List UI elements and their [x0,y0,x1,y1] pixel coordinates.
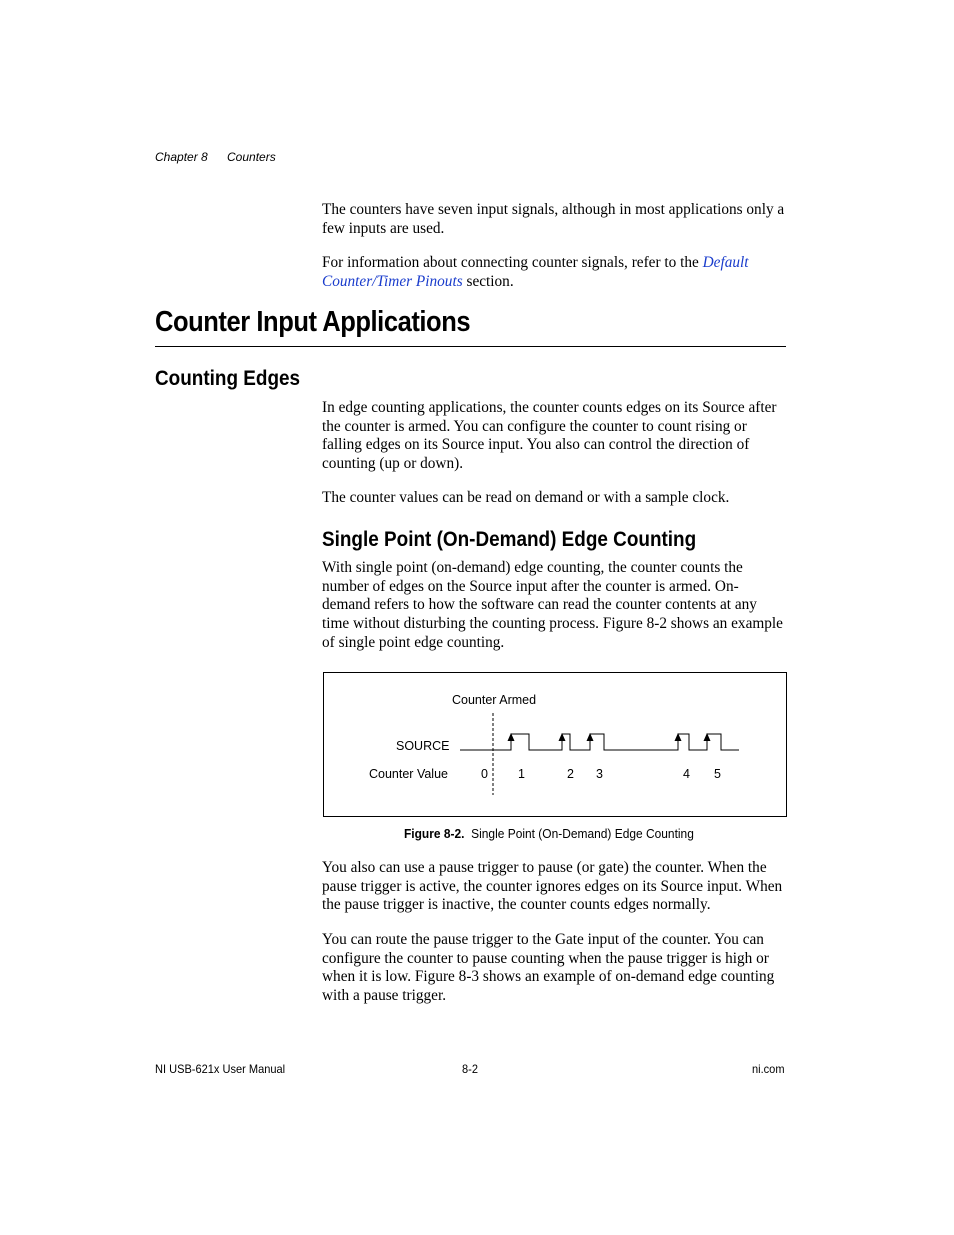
header-chapter: Chapter 8 [155,150,208,164]
counter-value-4: 4 [683,767,690,781]
counter-value-1: 1 [518,767,525,781]
caption-number: Figure 8-2. [404,826,465,841]
counter-value-0: 0 [481,767,488,781]
intro-p2-before: For information about connecting counter signals, refer to the [322,254,703,271]
default-pinouts-link[interactable]: Default Counter/Timer Pinouts [322,254,749,290]
heading-counting-edges: Counting Edges [155,366,301,390]
heading-counter-input-applications: Counter Input Applications [155,306,471,338]
heading-rule [155,346,786,347]
footer-page-number: 8-2 [462,1062,478,1076]
counter-value-5: 5 [714,767,721,781]
figure-caption [404,826,694,841]
counting-edges-paragraph-1: In edge counting applications, the counter counts edges on its Source after the counter is armed. You can configure the counter to count rising or falling edges on its Source input. You also can control the direction of counting (up or down). [322,399,777,473]
heading-single-point-edge-counting: Single Point (On-Demand) Edge Counting [322,527,697,551]
intro-p2-after: section. [462,272,514,290]
counter-value-2: 2 [567,767,574,781]
page-header [155,150,276,164]
source-waveform [460,734,739,750]
timing-diagram-svg [324,673,786,816]
intro-paragraph-2 [322,254,786,291]
counter-armed-label: Counter Armed [452,693,537,707]
single-point-paragraph: With single point (on-demand) edge counting, the counter counts the number of edges on the Source input after the counter is armed. On-demand refers to how the software can read the counter contents at any time without disturbing the counting process. Figure 8-2 shows an example of single point edge counting. [322,559,783,651]
source-label: SOURCE [396,739,450,753]
pause-paragraph-2: You can route the pause trigger to the Gate input of the counter. You can configure the counter to pause counting when the pause trigger is high or when it is low. Figure 8-3 shows an example of on-demand edge counting with a pause trigger. [322,931,775,1005]
figure-8-2-timing-diagram [323,672,787,817]
footer-website: ni.com [752,1062,785,1076]
intro-paragraph-1: The counters have seven input signals, although in most applications only a few inputs are used. [322,201,785,237]
caption-text: Single Point (On-Demand) Edge Counting [471,826,694,841]
counter-value-3: 3 [596,767,603,781]
counting-edges-paragraph-2: The counter values can be read on demand or with a sample clock. [322,489,730,506]
pause-paragraph-1: You also can use a pause trigger to pause (or gate) the counter. When the pause trigger is active, the counter ignores edges on its Source input. When the pause trigger is inactive, the counter counts edges normally. [322,859,783,914]
header-section: Counters [227,150,276,164]
footer-manual-title: NI USB-621x User Manual [155,1062,286,1076]
counter-value-label: Counter Value [369,767,448,781]
